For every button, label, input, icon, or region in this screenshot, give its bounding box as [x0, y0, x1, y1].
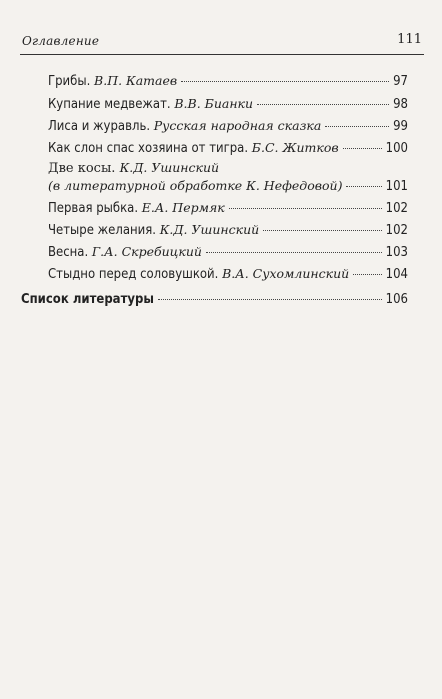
- toc-entry[interactable]: Грибы. В.П. Катаев 97: [48, 73, 408, 89]
- leader-dots: [229, 208, 382, 209]
- toc-entry[interactable]: Четыре желания. К.Д. Ушинский 102: [48, 222, 408, 238]
- toc-entry[interactable]: Купание медвежат. В.В. Бианки 98: [48, 96, 408, 112]
- leader-dots: [206, 252, 382, 253]
- toc-entry[interactable]: Весна. Г.А. Скребицкий 103: [48, 244, 408, 260]
- toc-entry[interactable]: Как слон спас хозяина от тигра. Б.С. Житков 100: [48, 140, 408, 156]
- page-number: 111: [397, 32, 422, 47]
- leader-dots: [353, 274, 381, 275]
- running-title: Оглавление: [22, 34, 100, 48]
- leader-dots: [263, 230, 381, 231]
- toc-entry[interactable]: Первая рыбка. Е.А. Пермяк 102: [48, 200, 408, 216]
- toc-entry-references[interactable]: Список литературы 106: [21, 292, 408, 307]
- toc-entry[interactable]: Стыдно перед соловушкой. В.А. Сухомлинский 104: [48, 266, 408, 282]
- leader-dots: [158, 299, 382, 300]
- leader-dots: [325, 126, 389, 127]
- leader-dots: [257, 104, 389, 105]
- leader-dots: [343, 148, 382, 149]
- leader-dots: [346, 186, 381, 187]
- leader-dots: [181, 81, 389, 82]
- toc-entry[interactable]: Лиса и журавль. Русская народная сказка 99: [48, 118, 408, 134]
- running-header: [20, 30, 424, 55]
- toc-entry-line2[interactable]: (в литературной обработке К. Нефедовой) 101: [48, 178, 408, 194]
- toc-entry-line1[interactable]: Две косы. К.Д. Ушинский: [48, 160, 220, 176]
